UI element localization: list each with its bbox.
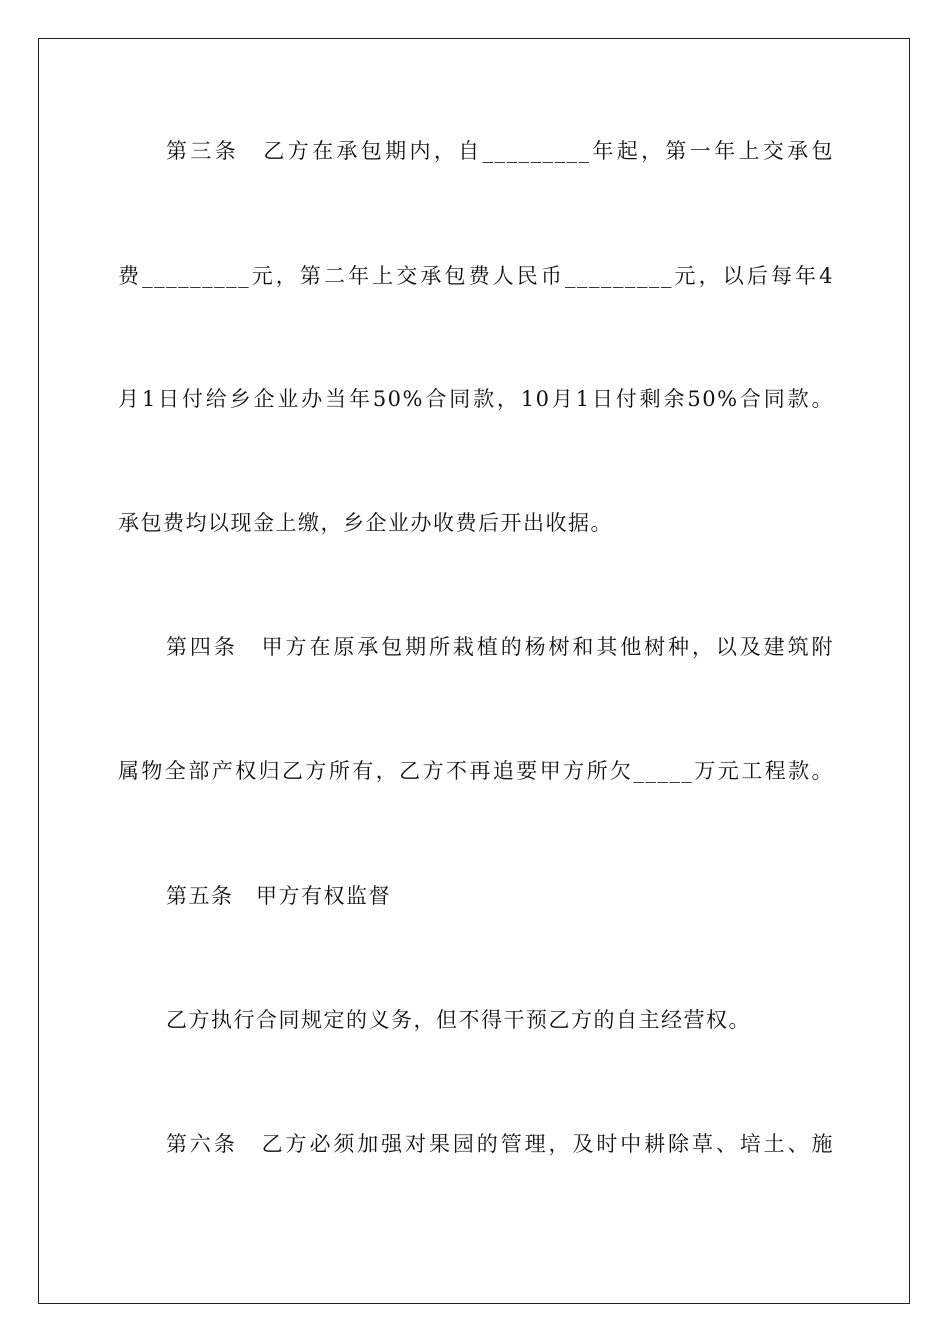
article-5-line-2: 乙方执行合同规定的义务，但不得干预乙方的自主经营权。 — [166, 1008, 751, 1032]
article-5-line-1: 第五条 甲方有权监督 — [166, 884, 391, 908]
article-4-line-2: 属物全部产权归乙方所有，乙方不再追要甲方所欠_____万元工程款。 — [118, 759, 834, 783]
page-border — [38, 38, 910, 1304]
article-6-line-1: 第六条 乙方必须加强对果园的管理，及时中耕除草、培土、施 — [166, 1132, 834, 1156]
article-4-line-1: 第四条 甲方在原承包期所栽植的杨树和其他树种，以及建筑附 — [166, 635, 834, 659]
article-3-line-4: 承包费均以现金上缴，乡企业办收费后开出收据。 — [118, 511, 613, 535]
article-3-line-3: 月1日付给乡企业办当年50%合同款，10月1日付剩余50%合同款。 — [118, 387, 834, 411]
article-3-line-1: 第三条 乙方在承包期内，自_________年起，第一年上交承包 — [166, 139, 834, 163]
article-3-line-2: 费_________元，第二年上交承包费人民币_________元，以后每年4 — [118, 264, 834, 288]
